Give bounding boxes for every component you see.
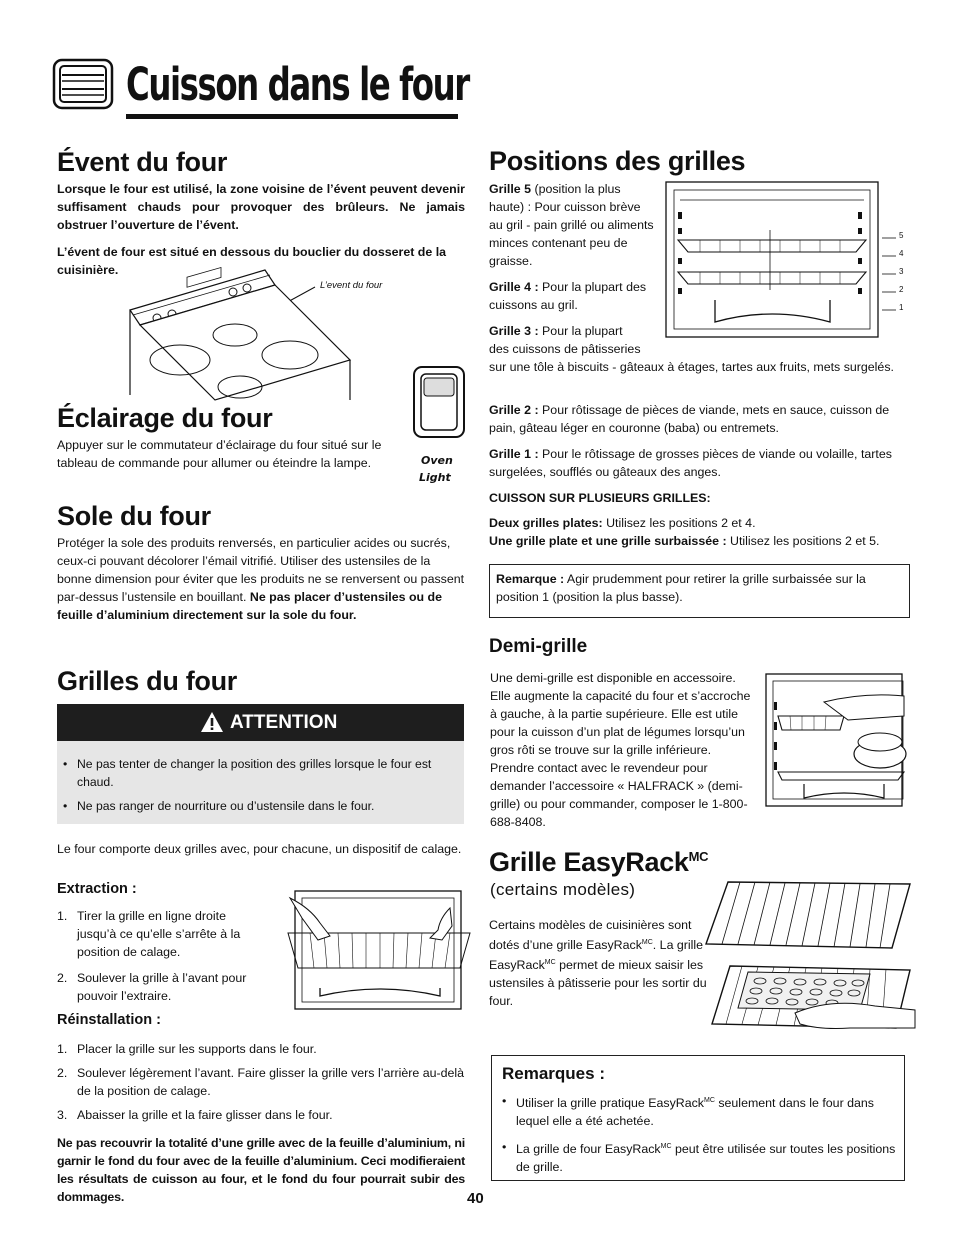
rack-number-3: 3 [899, 267, 904, 276]
easyrack-illustration [700, 878, 915, 1038]
grille-2-desc: Grille 2 : Pour rôtissage de pièces de viande, mets en sauce, cuisson de pain, gâteau léger en couronne (baba) ou entremets. [489, 403, 890, 435]
rack-positions-diagram [660, 180, 910, 340]
rack-number-4: 4 [899, 249, 904, 258]
eclairage-text: Appuyer sur le commutateur d’éclairage du four situé sur le tableau de commande pour allumer ou éteindre la lampe. [57, 438, 382, 470]
extraction-step: 1. Tirer la grille en ligne droite jusqu’à ce qu’elle s’arrête à la position de calage. [57, 909, 241, 959]
warning-item: • Ne pas ranger de nourriture ou d’ustensile dans le four. [57, 797, 452, 815]
oven-light-switch-icon [413, 366, 465, 438]
grilles-intro: Le four comporte deux grilles avec, pour chacune, un dispositif de calage. [57, 842, 462, 856]
warning-item: • Ne pas tenter de changer la position des grilles lorsque le four est chaud. [57, 755, 452, 791]
sole-heading: Sole du four [57, 501, 211, 531]
title-underline [126, 114, 458, 119]
demi-grille-text: Une demi-grille est disponible en accessoire. Elle augmente la capacité du four et s’accroche à gauche, à la partie supérieure. Elle est utile pour la cuisson d’un plat de légumes lorsqu’un gros rôti se trouve sur la grille inférieure. Prendre contact avec le revendeur pour demander l’accessoire « HALFRACK » (demi-grille) ou pour commander, composer le 1-800-688-8408. [490, 671, 751, 829]
event-heading: Évent du four [57, 147, 228, 177]
grille-5-desc: Grille 5 (position la plus haute) : Pour cuisson brève au gril - pain grillé ou aliments minces contenant peu de graisse. [489, 182, 654, 268]
rack-note-box [489, 564, 910, 618]
event-para-1: Lorsque le four est utilisé, la zone voisine de l’évent peuvent devenir suffisament chauds pour provoquer des brûleurs. Ne jamais obstruer l’ouverture de l’évent. [57, 182, 465, 232]
remarques-box [491, 1055, 905, 1181]
sole-text-bold: Ne pas placer d’ustensiles ou de feuille d’aluminium directement sur la sole du four. [57, 590, 442, 622]
positions-heading: Positions des grilles [489, 146, 746, 176]
reinstall-heading: Réinstallation : [57, 1012, 161, 1028]
attention-label: ATTENTION [230, 712, 338, 733]
grille-3-desc-c: sur une tôle à biscuits - gâteaux à étages, tartes aux fruits, mets surgelés. [489, 360, 894, 374]
multi-rack-line-2: Une grille plate et une grille surbaissée : Utilisez les positions 2 et 5. [489, 534, 880, 548]
grille-4-desc: Grille 4 : Pour la plupart des cuissons au gril. [489, 280, 647, 312]
remarque-item: • La grille de four EasyRack$^{MC}$ peut être utilisée sur toutes les positions de grille. [496, 1138, 896, 1176]
page-number: 40 [467, 1190, 484, 1207]
remarque-item: • Utiliser la grille pratique EasyRack$^{MC}$ seulement dans le four dans lequel elle a été achetée. [496, 1092, 896, 1130]
reinstall-step: 2. Soulever légèrement l’avant. Faire glisser la grille vers l’arrière au-delà de la position de calage. [57, 1066, 465, 1098]
rack-extraction-illustration [290, 888, 470, 1013]
rack-number-5: 5 [899, 231, 904, 240]
vent-callout: L’event du four [320, 280, 383, 291]
event-para-2: L’évent de four est situé en dessous du bouclier du dosseret de la cuisinière. [57, 245, 447, 277]
eclairage-heading: Éclairage du four [57, 403, 273, 433]
multi-rack-line-1: Deux grilles plates: Utilisez les positions 2 et 4. [489, 516, 756, 530]
aluminium-warning: Ne pas recouvrir la totalité d’une grille avec de la feuille d’aluminium, ni garnir le fond du four avec de la feuille d’aluminium. Ceci modifieraient les résultats de cuisson au four, et le fond du four pourrait subir des dommages. [57, 1136, 465, 1204]
rack-number-2: 2 [899, 285, 904, 294]
oven-icon [52, 58, 114, 110]
attention-banner [57, 704, 464, 741]
easyrack-subtitle: (certains modèles) [490, 880, 636, 899]
sole-text-normal: Protéger la sole des produits renversés, en particulier acides ou sucrés, ceux-ci pouvant décolorer l’émail vitrifié. Utiliser des ustensiles de la bonne dimension pour éviter que les produits ne se renversent ou passent par-dessus l’ustensile en bouillant. [57, 536, 465, 604]
easyrack-text: Certains modèles de cuisinières sont dotés d’une grille EasyRack$^{MC}$. La grille EasyRack$^{MC}$ permet de mieux saisir les ustensiles à pâtisserie pour les sortir du four. [489, 918, 707, 1009]
cooktop-illustration [125, 265, 395, 400]
warning-icon [200, 711, 224, 733]
multi-rack-heading: CUISSON SUR PLUSIEURS GRILLES: [489, 491, 711, 505]
remarques-heading: Remarques : [502, 1064, 605, 1083]
reinstall-step: 3. Abaisser la grille et la faire glisser dans le four. [57, 1108, 333, 1122]
grille-3-desc-a: Grille 3 : Pour la plupart [489, 324, 623, 338]
half-rack-illustration [764, 672, 904, 808]
oven-light-label-2: Light [419, 471, 451, 484]
grilles-heading: Grilles du four [57, 666, 238, 696]
rack-number-1: 1 [899, 303, 904, 312]
attention-body [57, 741, 464, 824]
grille-1-desc: Grille 1 : Pour le rôtissage de grosses pièces de viande ou volaille, tartes surgelées, soufflés ou gâteaux des anges. [489, 447, 892, 479]
page-title: Cuisson dans le four [126, 58, 469, 111]
rack-note: Remarque : Agir prudemment pour retirer la grille surbaissée sur la position 1 (position la plus basse). [496, 572, 866, 604]
sole-text [57, 534, 465, 624]
extraction-heading: Extraction : [57, 881, 137, 897]
extraction-step: 2. Soulever la grille à l’avant pour pouvoir l’extraire. [57, 971, 247, 1003]
oven-light-label-1: Oven [421, 454, 453, 467]
easyrack-heading: Grille EasyRack$^{MC}$ [489, 847, 709, 877]
demi-grille-heading: Demi-grille [489, 636, 588, 657]
grille-3-desc-b: des cuissons de pâtisseries [489, 342, 641, 356]
reinstall-step: 1. Placer la grille sur les supports dans le four. [57, 1042, 317, 1056]
